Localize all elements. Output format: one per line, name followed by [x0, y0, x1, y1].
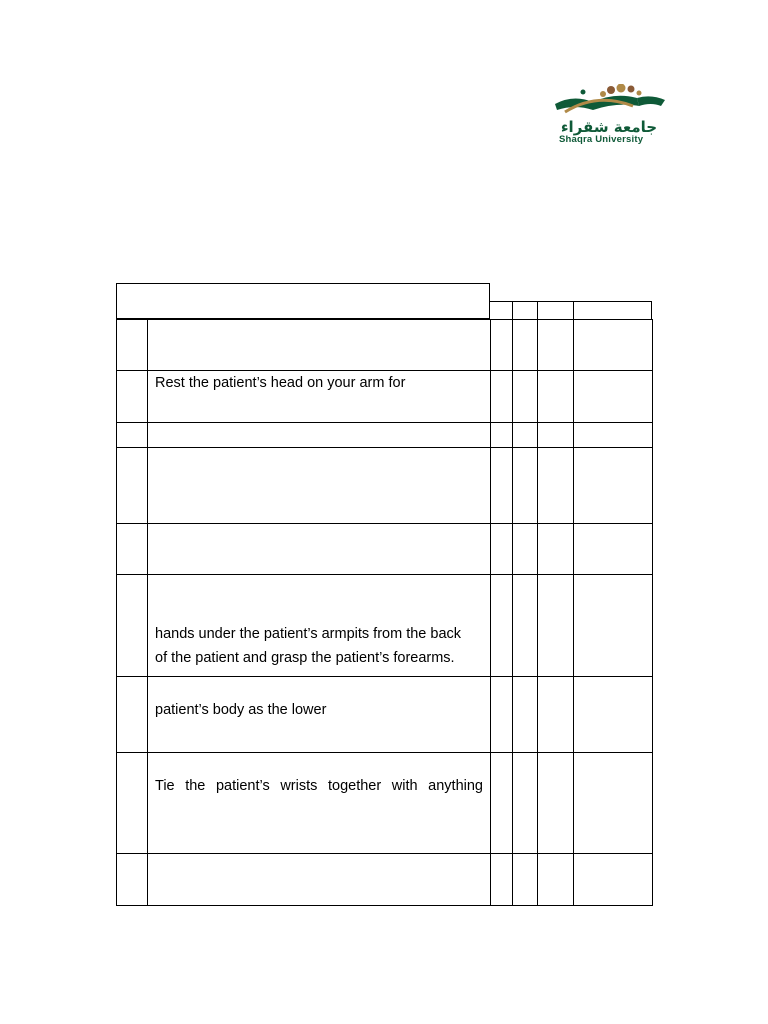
table-row [117, 854, 653, 906]
remarks-cell[interactable] [574, 320, 653, 371]
remarks-cell[interactable] [574, 524, 653, 575]
check-cell[interactable] [491, 371, 513, 423]
check-cell[interactable] [538, 854, 574, 906]
check-cell[interactable] [513, 854, 538, 906]
step-number-cell [117, 448, 148, 524]
remarks-cell[interactable] [574, 854, 653, 906]
step-text-cell [148, 448, 491, 524]
check-cell[interactable] [491, 677, 513, 753]
step-text-cell [148, 524, 491, 575]
table-row [117, 371, 653, 423]
check-cell[interactable] [513, 423, 538, 448]
step-text-cell [148, 575, 491, 677]
check-cell[interactable] [538, 423, 574, 448]
checklist-table [116, 319, 653, 906]
check-cell[interactable] [491, 854, 513, 906]
step-number-cell [117, 320, 148, 371]
remarks-cell[interactable] [574, 423, 653, 448]
check-cell[interactable] [538, 677, 574, 753]
table-title-cell [116, 283, 490, 319]
check-cell[interactable] [513, 677, 538, 753]
check-cell[interactable] [491, 753, 513, 854]
step-number-cell [117, 677, 148, 753]
check-cell[interactable] [538, 371, 574, 423]
header-cell-col3 [537, 301, 574, 320]
header-cell-col4 [573, 301, 652, 320]
check-cell[interactable] [513, 371, 538, 423]
step-text-line: hands under the patient’s armpits from the back [155, 626, 462, 642]
check-cell[interactable] [513, 320, 538, 371]
step-text-cell: patient’s body as the lower [148, 677, 491, 753]
table-row [117, 524, 653, 575]
header-cell-col1 [489, 301, 513, 320]
check-cell[interactable] [491, 524, 513, 575]
remarks-cell[interactable] [574, 753, 653, 854]
check-cell[interactable] [491, 448, 513, 524]
table-row [117, 575, 653, 677]
check-cell[interactable] [513, 448, 538, 524]
remarks-cell[interactable] [574, 677, 653, 753]
remarks-cell[interactable] [574, 448, 653, 524]
step-text-cell [148, 423, 491, 448]
table-row [117, 448, 653, 524]
check-cell[interactable] [538, 575, 574, 677]
step-number-cell [117, 524, 148, 575]
header-cell-col2 [512, 301, 538, 320]
step-text-cell: Rest the patient’s head on your arm for [148, 371, 491, 423]
step-number-cell [117, 854, 148, 906]
logo-english-name: Shaqra University [559, 134, 644, 145]
remarks-cell[interactable] [574, 371, 653, 423]
step-number-cell [117, 575, 148, 677]
table-row [117, 753, 653, 854]
step-text-cell [148, 320, 491, 371]
check-cell[interactable] [513, 753, 538, 854]
step-number-cell [117, 753, 148, 854]
table-row [117, 320, 653, 371]
check-cell[interactable] [491, 575, 513, 677]
table-row [117, 677, 653, 753]
step-number-cell [117, 423, 148, 448]
check-cell[interactable] [513, 575, 538, 677]
remarks-cell[interactable] [574, 575, 653, 677]
table-row [117, 423, 653, 448]
step-text-cell [148, 854, 491, 906]
check-cell[interactable] [538, 448, 574, 524]
step-text-line: of the patient and grasp the patient’s forearms. [155, 650, 455, 666]
check-cell[interactable] [538, 753, 574, 854]
step-text-cell: Tie the patient’s wrists together with anything [148, 753, 491, 854]
logo-arabic-name: جامعة شقراء [560, 118, 658, 136]
step-number-cell [117, 371, 148, 423]
check-cell[interactable] [491, 320, 513, 371]
check-cell[interactable] [491, 423, 513, 448]
check-cell[interactable] [538, 320, 574, 371]
check-cell[interactable] [538, 524, 574, 575]
check-cell[interactable] [513, 524, 538, 575]
